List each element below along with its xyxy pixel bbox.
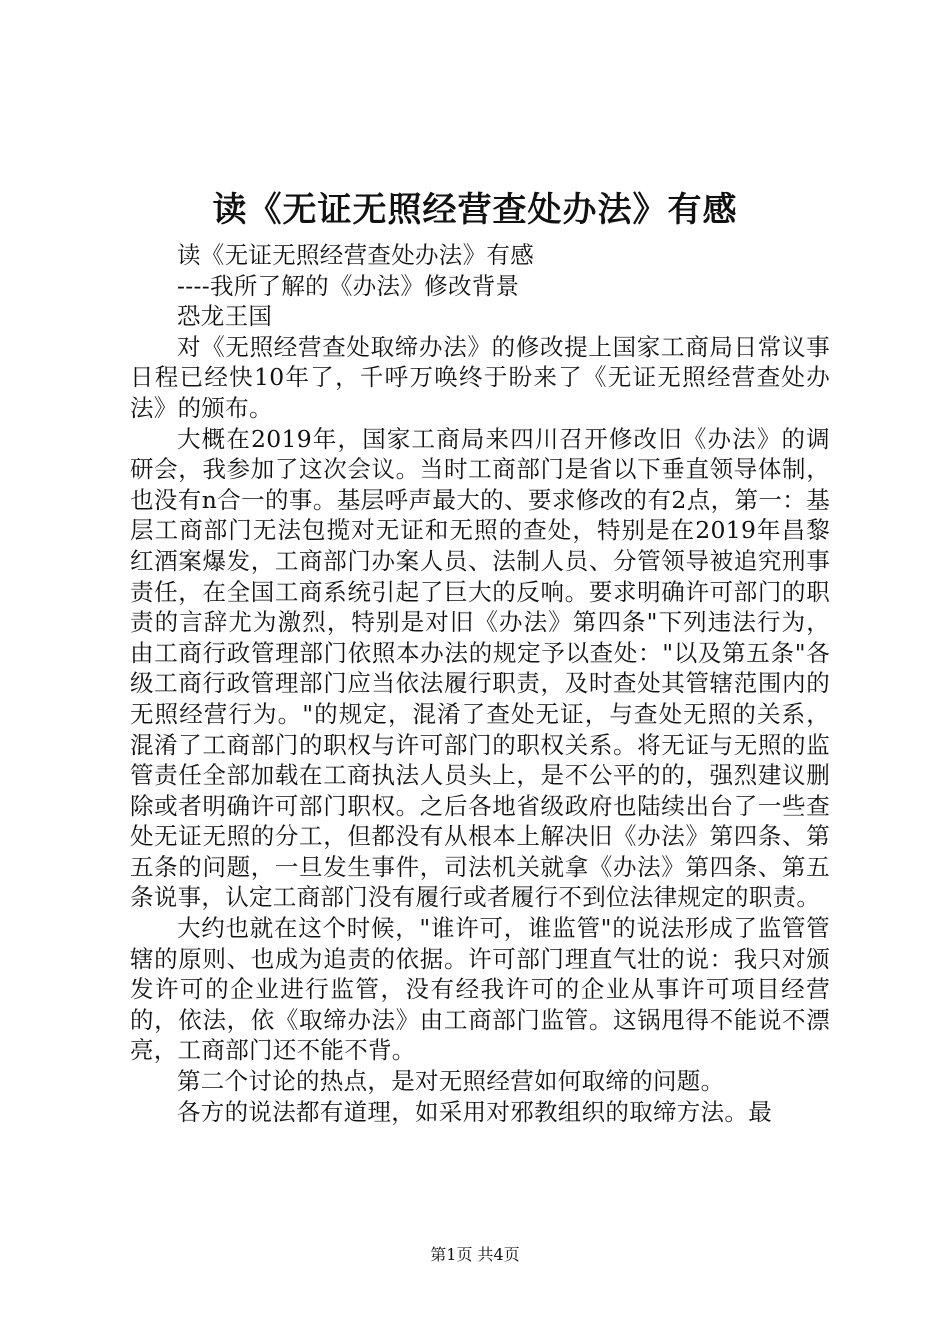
paragraph: 各方的说法都有道理，如采用对邪教组织的取缔方法。最 xyxy=(177,1097,772,1126)
paragraph: 大约也就在这个时候，"谁许可，谁监管"的说法形成了监管管辖的原则、也成为追责的依据。许可部门理直气壮的说：我只对颁发许可的企业进行监管，没有经我许可的企业从事许可项目经营的，依法，依《取缔办法》由工商部门监管。这锅甩得不能说不漂亮，工商部门还不能不背。 xyxy=(130,914,830,1065)
paragraph-author: 恐龙王国 xyxy=(177,302,273,331)
document-title: 读《无证无照经营查处办法》有感 xyxy=(212,190,738,230)
paragraph-subheading: ----我所了解的《办法》修改背景 xyxy=(177,271,520,300)
paragraph: 大概在2019年，国家工商局来四川召开修改旧《办法》的调研会，我参加了这次会议。当时工商部门是省以下垂直领导体制，也没有n合一的事。基层呼声最大的、要求修改的有2点，第一：基层工商部门无法包揽对无证和无照的查处，特别是在2019年昌黎红酒案爆发，工商部门办案人员、法制人员、分管领导被追究刑事责任，在全国工商系统引起了巨大的反响。要求明确许可部门的职责的言辞尤为激烈，特别是对旧《办法》第四条"下列违法行为，由工商行政管理部门依照本办法的规定予以查处："以及第五条"各级工商行政管理部门应当依法履行职责，及时查处其管辖范围内的无照经营行为。"的规定，混淆了查处无证，与查处无照的关系，混淆了工商部门的职权与许可部门的职权关系。将无证与无照的监管责任全部加载在工商执法人员头上，是不公平的的，强烈建议删除或者明确许可部门职权。之后各地省级政府也陆续出台了一些查处无证无照的分工，但都没有从根本上解决旧《办法》第四条、第五条的问题，一旦发生事件，司法机关就拿《办法》第四条、第五条说事，认定工商部门没有履行或者履行不到位法律规定的职责。 xyxy=(130,424,830,912)
paragraph-subtitle: 读《无证无照经营查处办法》有感 xyxy=(177,241,534,269)
paragraph: 对《无照经营查处取缔办法》的修改提上国家工商局日常议事日程已经快10年了，千呼万唤终于盼来了《无证无照经营查处办法》的颁布。 xyxy=(130,332,830,422)
document-body xyxy=(130,240,830,1127)
paragraph: 第二个讨论的热点，是对无照经营如何取缔的问题。 xyxy=(177,1067,725,1096)
page-number: 第1页 共4页 xyxy=(430,1245,520,1264)
